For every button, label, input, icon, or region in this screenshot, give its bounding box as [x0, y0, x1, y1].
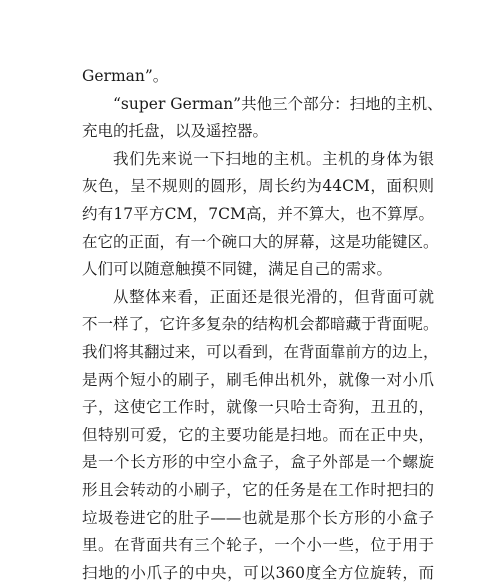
text-line: 扫地的小爪子的中央，可以360度全方位旋转，而 — [82, 563, 434, 582]
text-line: 约有17平方CM，7CM高，并不算大，也不算厚。 — [82, 204, 434, 223]
text-line: 但特别可爱，它的主要功能是扫地。而在正中央， — [82, 425, 434, 444]
text-line: 我们先来说一下扫地的主机。主机的身体为银 — [113, 149, 434, 168]
text-line: 人们可以随意触摸不同键，满足自己的需求。 — [82, 260, 393, 279]
text-line: 是两个短小的刷子，刷毛伸出机外，就像一对小爪 — [82, 370, 434, 389]
text-line: 在它的正面，有一个碗口大的屏幕，这是功能键区。 — [82, 232, 439, 251]
article-body — [82, 63, 443, 587]
text-line: 充电的托盘，以及遥控器。 — [82, 122, 269, 141]
text-line: 里。在背面共有三个轮子，一个小一些，位于用于 — [82, 536, 434, 555]
text-line: 是一个长方形的中空小盒子，盒子外部是一个螺旋 — [82, 453, 434, 472]
text-line: 子，这使它工作时，就像一只哈士奇狗，丑丑的， — [82, 398, 434, 417]
text-line: “super German”共他三个部分：扫地的主机、 — [113, 94, 443, 113]
text-line: German”。 — [82, 67, 169, 85]
text-line: 垃圾卷进它的肚子——也就是那个长方形的小盒子 — [82, 508, 434, 527]
text-line: 我们将其翻过来，可以看到，在背面靠前方的边上， — [82, 342, 439, 361]
text-line: 灰色，呈不规则的圆形，周长约为44CM，面积则 — [82, 177, 434, 196]
text-line: 不一样了，它许多复杂的结构机会都暗藏于背面呢。 — [82, 315, 439, 334]
text-line: 从整体来看，正面还是很光滑的，但背面可就 — [113, 287, 434, 306]
text-line: 形且会转动的小刷子，它的任务是在工作时把扫的 — [82, 480, 434, 499]
